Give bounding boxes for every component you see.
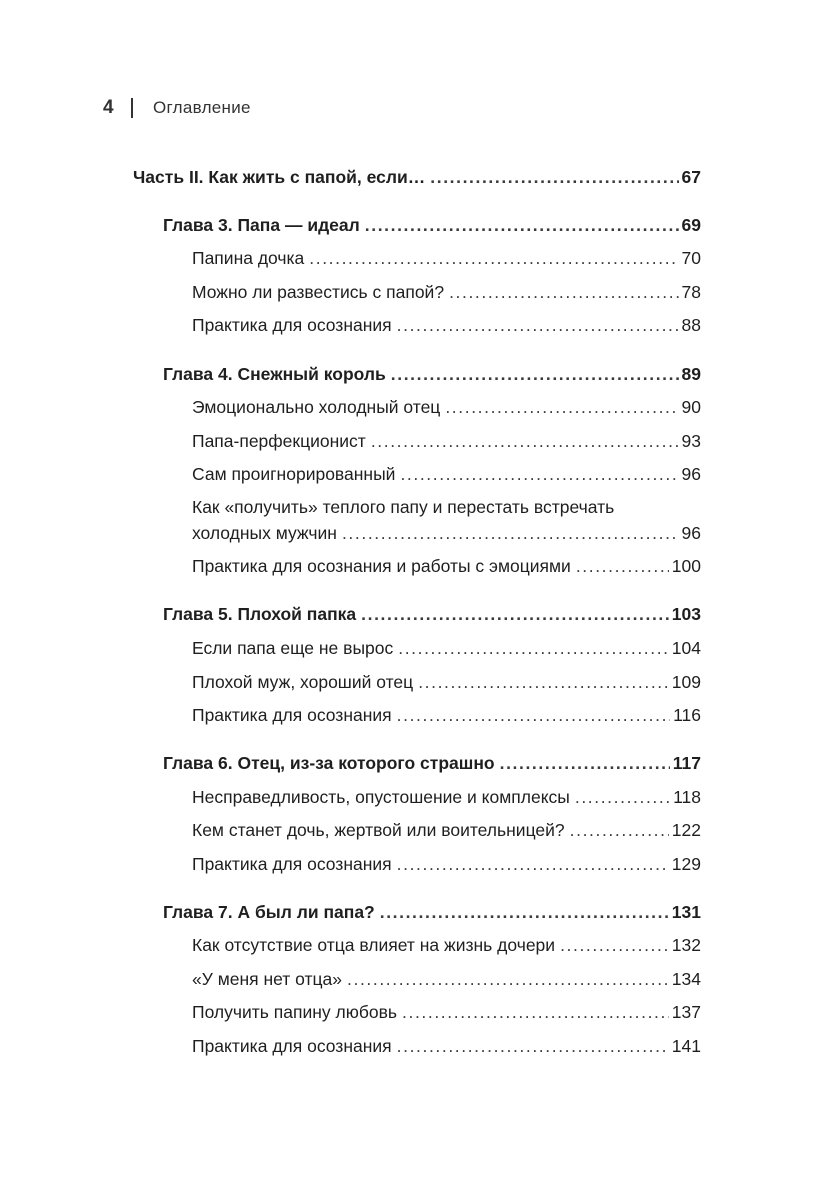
toc-section[interactable] (192, 848, 701, 881)
dot-leader (445, 391, 678, 424)
toc-entry-page: 67 (681, 167, 701, 187)
toc-entry-page: 134 (671, 969, 701, 989)
toc-entry-label: Часть II. Как жить с папой, если… (133, 167, 426, 187)
dot-leader (400, 458, 678, 491)
toc-entry-page: 122 (671, 820, 701, 840)
toc-section[interactable] (192, 963, 701, 996)
toc-entry-page: 131 (671, 902, 701, 922)
toc-entry-page: 93 (681, 431, 701, 451)
dot-leader (347, 963, 669, 996)
toc-entry-label: Если папа еще не вырос (192, 638, 394, 658)
dot-leader (309, 242, 678, 275)
toc-entry-page: 103 (671, 604, 701, 624)
dot-leader (397, 309, 679, 342)
toc-entry-page: 78 (681, 282, 701, 302)
dot-leader (398, 632, 669, 665)
dot-leader (397, 699, 670, 732)
dot-leader (371, 425, 679, 458)
toc-section[interactable] (192, 632, 701, 665)
toc-entry-label: Практика для осознания (192, 705, 392, 725)
toc-entry-label: Практика для осознания (192, 315, 392, 335)
toc-entry-page: 96 (681, 523, 701, 543)
toc-section[interactable] (192, 929, 701, 962)
dot-leader (430, 161, 678, 194)
toc-entry-label: Получить папину любовь (192, 1002, 398, 1022)
dot-leader (342, 517, 679, 550)
toc-section[interactable] (192, 309, 701, 342)
toc-section[interactable] (192, 814, 701, 847)
dot-leader (575, 781, 670, 814)
toc-entry-page: 116 (673, 705, 701, 725)
toc-entry-label: Глава 3. Папа — идеал (163, 215, 360, 235)
header-separator (131, 98, 133, 118)
toc-entry-page: 69 (681, 215, 701, 235)
toc-section[interactable] (192, 550, 701, 583)
toc-entry-label: Глава 6. Отец, из-за которого страшно (163, 753, 495, 773)
toc-entry-page: 88 (681, 315, 701, 335)
dot-leader (380, 896, 669, 929)
toc-entry-page: 90 (681, 397, 701, 417)
toc-entry-label: Эмоционально холодный отец (192, 397, 441, 417)
toc-entry-label: Глава 7. А был ли папа? (163, 902, 375, 922)
toc-part-2[interactable] (133, 161, 701, 194)
header-title: Оглавление (153, 98, 251, 117)
dot-leader (397, 1030, 669, 1063)
running-header (103, 96, 251, 120)
dot-leader (391, 358, 679, 391)
toc-entry-page: 100 (671, 556, 701, 576)
toc-chapter-5[interactable] (163, 598, 701, 631)
toc-section[interactable] (192, 425, 701, 458)
toc-section[interactable] (192, 242, 701, 275)
toc-entry-page: 117 (672, 753, 701, 773)
toc-entry-label: Практика для осознания (192, 1036, 392, 1056)
toc-section[interactable] (192, 517, 701, 550)
toc-entry-label: холодных мужчин (192, 523, 337, 543)
toc-entry-page: 137 (671, 1002, 701, 1022)
toc-entry-page: 118 (673, 787, 701, 807)
toc-entry-label: Глава 5. Плохой папка (163, 604, 357, 624)
toc-section[interactable] (192, 458, 701, 491)
dot-leader (500, 747, 670, 780)
toc-section-line1[interactable]: Как «получить» теплого папу и перестать встречать (192, 497, 615, 517)
dot-leader (365, 209, 679, 242)
dot-leader (570, 814, 669, 847)
toc-chapter-6[interactable] (163, 747, 701, 780)
toc-entry-page: 129 (671, 854, 701, 874)
dot-leader (418, 666, 669, 699)
toc-section[interactable] (192, 699, 701, 732)
toc-entry-label: Кем станет дочь, жертвой или воительницей? (192, 820, 565, 840)
toc-entry-label: Несправедливость, опустошение и комплексы (192, 787, 570, 807)
toc-entry-page: 104 (671, 638, 701, 658)
toc-chapter-7[interactable] (163, 896, 701, 929)
toc-entry-label: Плохой муж, хороший отец (192, 672, 414, 692)
toc-entry-label: Папина дочка (192, 248, 305, 268)
dot-leader (397, 848, 669, 881)
toc-section[interactable] (192, 1030, 701, 1063)
toc-entry-label: Практика для осознания и работы с эмоциями (192, 556, 571, 576)
toc-chapter-3[interactable] (163, 209, 701, 242)
toc-entry-page: 96 (681, 464, 701, 484)
page-number: 4 (103, 97, 114, 118)
toc-section[interactable] (192, 996, 701, 1029)
toc-entry-label: Как отсутствие отца влияет на жизнь дочери (192, 935, 556, 955)
toc-section[interactable] (192, 276, 701, 309)
toc-entry-label: Практика для осознания (192, 854, 392, 874)
toc-entry-label: Глава 4. Снежный король (163, 364, 386, 384)
dot-leader (402, 996, 669, 1029)
toc-entry-label: Папа-перфекционист (192, 431, 366, 451)
toc-chapter-4[interactable] (163, 358, 701, 391)
dot-leader (361, 598, 669, 631)
toc-entry-page: 70 (681, 248, 701, 268)
toc-entry-page: 89 (681, 364, 701, 384)
toc-entry-page: 109 (671, 672, 701, 692)
toc-entry-label: Сам проигнорированный (192, 464, 396, 484)
dot-leader (449, 276, 678, 309)
toc-entry-label: Можно ли развестись с папой? (192, 282, 445, 302)
toc-section[interactable] (192, 666, 701, 699)
toc-entry-page: 141 (671, 1036, 701, 1056)
toc-section[interactable] (192, 781, 701, 814)
toc-entry-label: «У меня нет отца» (192, 969, 343, 989)
toc-section[interactable] (192, 391, 701, 424)
dot-leader (576, 550, 669, 583)
dot-leader (560, 929, 669, 962)
toc-entry-page: 132 (671, 935, 701, 955)
